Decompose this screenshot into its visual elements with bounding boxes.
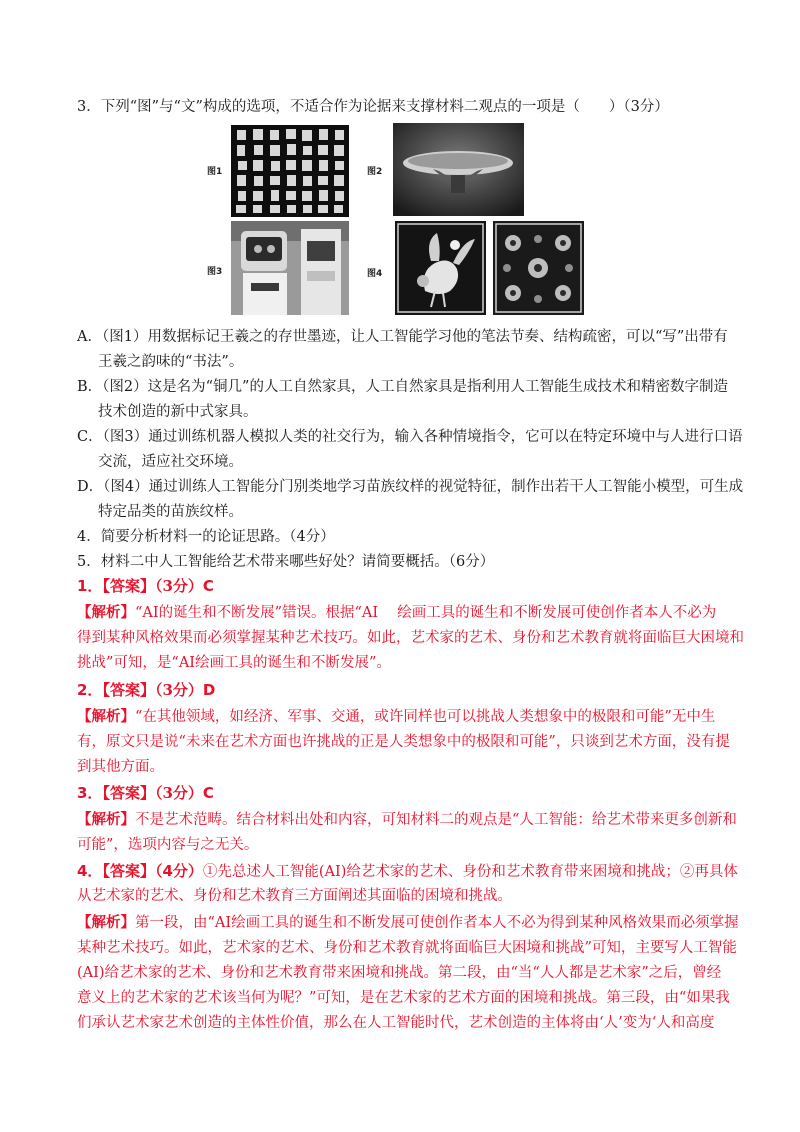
answer-4-analysis-label: 【解析】 xyxy=(77,914,135,931)
miao-bird-pattern-icon xyxy=(395,221,486,315)
answer-4-text-line2: 从艺术家的艺术、身份和艺术教育三方面阐述其面临的困境和挑战。 xyxy=(77,888,512,904)
figure-label-2: 图2 xyxy=(367,167,383,177)
answer-4-label: 【答案】 xyxy=(102,862,155,880)
answer-2-value: D xyxy=(202,681,216,699)
figure-3-robot xyxy=(231,221,349,315)
answer-2-heading xyxy=(77,680,215,700)
option-a-line2: 王羲之韵味的“书法”。 xyxy=(98,354,244,370)
answer-3-analysis-line2: 可能”，选项内容与之无关。 xyxy=(77,837,259,853)
answer-3-heading xyxy=(77,783,214,803)
option-c-line1: C．（图3）通过训练机器人模拟人类的社交行为，输入各种情境指令，它可以在特定环境中与人进行口语 xyxy=(77,429,743,445)
answer-3-analysis-label: 【解析】 xyxy=(77,811,135,828)
answer-4-number: 4． xyxy=(77,862,103,880)
answer-1-analysis-line3: 挑战”可知，是“AI绘画工具的诞生和不断发展”。 xyxy=(77,655,391,671)
answer-1-analysis-line1: 【解析】“AI的诞生和不断发展”错误。根据“AI 绘画工具的诞生和不断发展可使创作者本人不必为 xyxy=(77,604,717,621)
bronze-table-image-icon xyxy=(393,123,524,216)
option-b-line2: 技术创造的新中式家具。 xyxy=(98,404,258,420)
answer-2-score: （3分） xyxy=(154,681,203,699)
answer-3-analysis-line1: 【解析】不是艺术范畴。结合材料出处和内容，可知材料二的观点是“人工智能：给艺术带来更多创新和 xyxy=(77,811,737,828)
calligraphy-image-icon xyxy=(231,125,349,217)
answer-2-label: 【答案】 xyxy=(102,681,155,699)
answer-3-number: 3． xyxy=(77,784,103,802)
figure-label-4: 图4 xyxy=(367,269,383,279)
option-c-line2: 交流，适应社交环境。 xyxy=(98,454,243,470)
option-b-line1: B．（图2）这是名为“铜几”的人工自然家具，人工自然家具是指利用人工智能生成技术和精密数字制造 xyxy=(77,379,728,395)
question5: 5．材料二中人工智能给艺术带来哪些好处？请简要概括。（6分） xyxy=(77,554,495,570)
answer-1-number: 1． xyxy=(77,577,103,595)
answer-2-analysis-line1: 【解析】“在其他领域，如经济、军事、交通，或许同样也可以挑战人类想象中的极限和可能”无中生 xyxy=(77,708,716,725)
answer-1-analysis-line2: 得到某种风格效果而必须掌握某种艺术技巧。如此，艺术家的艺术、身份和艺术教育就将面临巨大困境和 xyxy=(77,630,744,646)
question3-stem: 3．下列“图”与“文”构成的选项，不适合作为论据来支撑材料二观点的一项是（ ）（3分） xyxy=(77,99,669,115)
answer-2-analysis-line2: 有，原文只是说“未来在艺术方面也许挑战的正是人类想象中的极限和可能”，只谈到艺术方面，没有提 xyxy=(77,734,730,750)
figure-1-calligraphy xyxy=(231,125,349,217)
option-d-line2: 特定品类的苗族纹样。 xyxy=(98,504,243,520)
answer-4-heading xyxy=(77,861,738,882)
answer-3-value: C xyxy=(202,784,214,802)
answer-1-heading xyxy=(77,576,214,596)
answer-3-score: （3分） xyxy=(154,784,203,802)
answer-1-label: 【答案】 xyxy=(102,577,155,595)
answer-4-text-line1: ①先总述人工智能(AI)给艺术家的艺术、身份和艺术教育带来困境和挑战；②再具体 xyxy=(202,864,738,880)
answer-4-analysis-line4: 意义上的艺术家的艺术该当何为呢？”可知，是在艺术家的艺术方面的困境和挑战。第三段，由“如果我 xyxy=(77,990,730,1006)
answer-3-label: 【答案】 xyxy=(102,784,155,802)
answer-2-analysis-label: 【解析】 xyxy=(77,708,135,725)
answer-1-score: （3分） xyxy=(154,577,203,595)
answer-4-score: （4分） xyxy=(154,862,203,880)
figure-4-miao-pattern-bird xyxy=(395,221,486,315)
figure-2-bronze-table xyxy=(393,123,524,216)
answer-4-analysis-line3: (AI)给艺术家的艺术、身份和艺术教育带来困境和挑战。第二段，由“当“人人都是艺术家”之后，曾经 xyxy=(77,965,722,981)
answer-1-value: C xyxy=(202,577,214,595)
figure-label-1: 图1 xyxy=(207,167,223,177)
question4: 4．简要分析材料一的论证思路。（4分） xyxy=(77,529,335,545)
figure-4-miao-pattern-floral xyxy=(493,221,584,315)
robot-image-icon xyxy=(231,221,349,315)
answer-2-analysis-line3: 到其他方面。 xyxy=(77,759,164,775)
answer-2-number: 2． xyxy=(77,681,103,699)
figure-label-3: 图3 xyxy=(207,267,223,277)
option-a-line1: A．（图1）用数据标记王羲之的存世墨迹，让人工智能学习他的笔法节奏、结构疏密，可以“写”出带有 xyxy=(77,329,728,345)
answer-1-analysis-label: 【解析】 xyxy=(77,604,135,621)
miao-floral-pattern-icon xyxy=(493,221,584,315)
answer-4-analysis-line2: 某种艺术技巧。如此，艺术家的艺术、身份和艺术教育就将面临巨大困境和挑战”可知，主要写人工智能 xyxy=(77,940,737,956)
answer-4-analysis-line1: 【解析】第一段，由“AI绘画工具的诞生和不断发展可使创作者本人不必为得到某种风格效果而必须掌握 xyxy=(77,914,739,931)
option-d-line1: D．（图4）通过训练人工智能分门别类地学习苗族纹样的视觉特征，制作出若干人工智能小模型，可生成 xyxy=(77,479,744,495)
answer-4-analysis-line5: 们承认艺术家艺术创造的主体性价值，那么在人工智能时代，艺术创造的主体将由‘人’变为‘人和高度 xyxy=(77,1015,715,1031)
